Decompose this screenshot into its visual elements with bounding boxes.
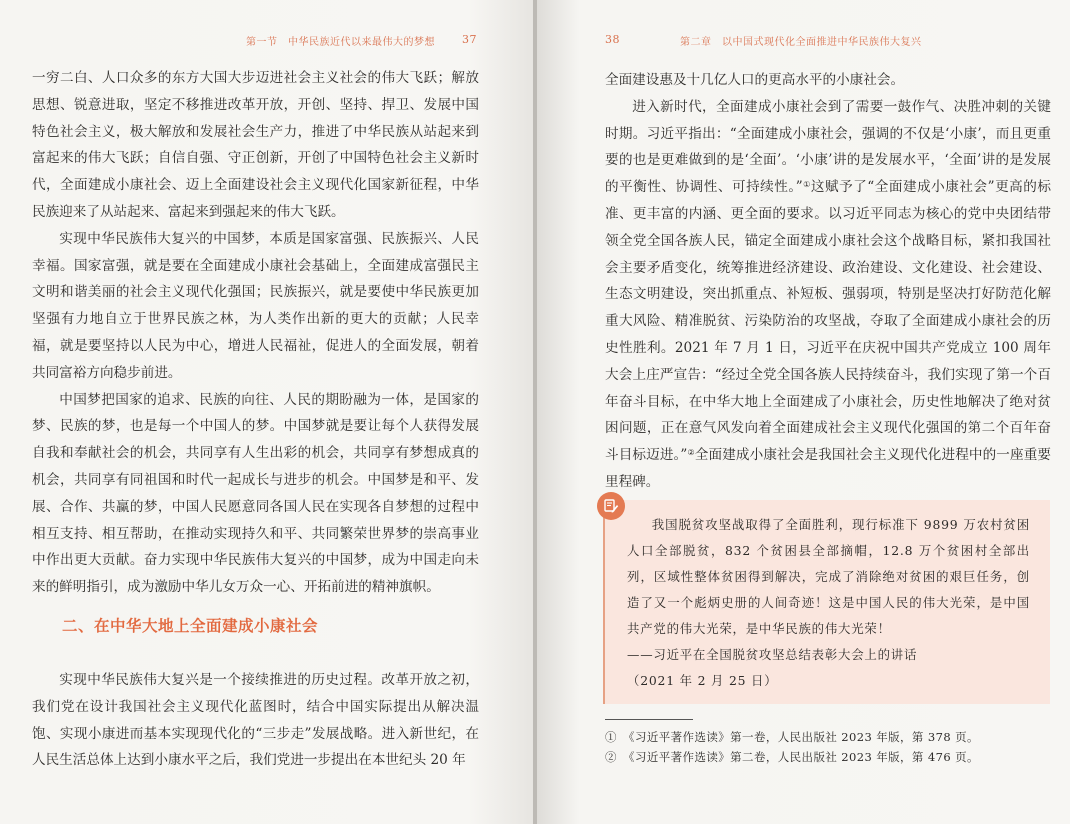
paragraph-segment: 这赋予了“全面建成小康社会”更高的标准、更丰富的内涵、更全面的要求。以习近平同志为核心的党中央团结带领全党全国各族人民，锚定全面建成小康社会这个战略目标，紧扣我国社会主要矛盾变化，统筹推进经济建设、政治建设、文化建设、社会建设、生态文明建设，突出抓重点、补短板、强弱项，特别是坚决打好防范化解重大风险、精准脱贫、污染防治的攻坚战，夺取了全面建成小康社会的历史性胜利。2021 年 7 月 1 日，习近平在庆祝中国共产党成立 100 周年大会上庄严宣告：“经过全党全国各族人民持续奋斗，我们实现了第一个百年奋斗目标，在中华大地上全面建成了小康社会，历史性地解决了绝对贫困问题，正在意气风发向着全面建成社会主义现代化强国的第二个百年奋斗目标迈进。” [605, 179, 1051, 464]
section-heading: 二、在中华大地上全面建成小康社会 [62, 617, 319, 635]
pencil-note-icon [597, 492, 625, 520]
quote-box [603, 500, 1050, 704]
body-text [32, 65, 479, 601]
left-page [0, 0, 533, 824]
footnote: ① 《习近平著作选读》第一卷，人民出版社 2023 年版，第 378 页。 [605, 730, 979, 744]
paragraph-segment: 全面建成小康社会是我国社会主义现代化进程中的一座重要里程碑。 [605, 447, 1052, 490]
quote-date: （2021 年 2 月 25 日） [627, 673, 778, 688]
paragraph: 中国梦把国家的追求、民族的向往、人民的期盼融为一体，是国家的梦、民族的梦，也是每一个中国人的梦。中国梦就是要让每个人获得发展自我和奉献社会的机会，共同享有人生出彩的机会，共同享有梦想成真的机会，共同享有同祖国和时代一起成长与进步的机会。中国梦是和平、发展、合作、共赢的梦，中国人民愿意同各国人民在实现各自梦想的过程中相互支持、相互帮助，在推动实现持久和平、共同繁荣世界梦的崇高事业中作出更大贡献。奋力实现中华民族伟大复兴的中国梦，成为中国走向未来的鲜明指引，成为激励中华儿女万众一心、开拓前进的精神旗帜。 [32, 391, 479, 596]
paragraph: 全面建设惠及十几亿人口的更高水平的小康社会。 [605, 72, 905, 88]
body-text [605, 67, 1051, 496]
footnote: ② 《习近平著作选读》第二卷，人民出版社 2023 年版，第 476 页。 [605, 750, 979, 764]
paragraph: 实现中华民族伟大复兴是一个接续推进的历史过程。改革开放之初，我们党在设计我国社会主义现代化蓝图时，结合中国实际提出从解决温饱、实现小康进而基本实现现代化的“三步走”发展战略。进入新世纪，在人民生活总体上达到小康水平之后，我们党进一步提出在本世纪头 20 年 [32, 672, 479, 769]
body-text [32, 667, 479, 774]
page-number: 38 [605, 33, 620, 46]
running-head: 第二章 以中国式现代化全面推进中华民族伟大复兴 [680, 37, 922, 48]
right-page [537, 0, 1070, 824]
paragraph [605, 94, 1051, 496]
running-head: 第一节 中华民族近代以来最伟大的梦想 [246, 37, 435, 48]
footnote-mark: ① [802, 180, 811, 190]
page-number: 37 [462, 33, 477, 46]
footnote-mark: ② [687, 448, 695, 458]
paragraph: 一穷二白、人口众多的东方大国大步迈进社会主义社会的伟大飞跃；解放思想、锐意进取，坚定不移推进改革开放，开创、坚持、捍卫、发展中国特色社会主义，极大解放和发展社会生产力，推进了中华民族从站起来到富起来的伟大飞跃；自信自强、守正创新，开创了中国特色社会主义新时代，全面建成小康社会、迈上全面建设社会主义现代化国家新征程，中华民族迎来了从站起来、富起来到强起来的伟大飞跃。 [32, 70, 479, 220]
quote-text: 我国脱贫攻坚战取得了全面胜利，现行标准下 9899 万农村贫困人口全部脱贫，832 个贫困县全部摘帽，12.8 万个贫困村全部出列，区域性整体贫困得到解决，完成了消除绝对贫困的艰巨任务，创造了又一个彪炳史册的人间奇迹！这是中国人民的伟大光荣，是中国共产党的伟大光荣，是中华民族的伟大光荣！ [627, 517, 1030, 636]
quote-source: ——习近平在全国脱贫攻坚总结表彰大会上的讲话 [627, 647, 918, 662]
footnotes [605, 727, 1045, 767]
paragraph: 实现中华民族伟大复兴的中国梦，本质是国家富强、民族振兴、人民幸福。国家富强，就是要在全面建成小康社会基础上，全面建成富强民主文明和谐美丽的社会主义现代化强国；民族振兴，就是要使中华民族更加坚强有力地自立于世界民族之林，为人类作出新的更大的贡献；人民幸福，就是要坚持以人民为中心，增进人民福祉，促进人的全面发展，朝着共同富裕方向稳步前进。 [32, 230, 479, 381]
footnote-rule [605, 719, 693, 720]
paragraph-segment: 进入新时代，全面建成小康社会到了需要一鼓作气、决胜冲刺的关键时期。习近平指出：“全面建成小康社会，强调的不仅是‘小康’，而且更重要的也是更难做到的是‘全面’。‘小康’讲的是发展水平，‘全面’讲的是发展的平衡性、协调性、可持续性。” [605, 98, 1051, 196]
